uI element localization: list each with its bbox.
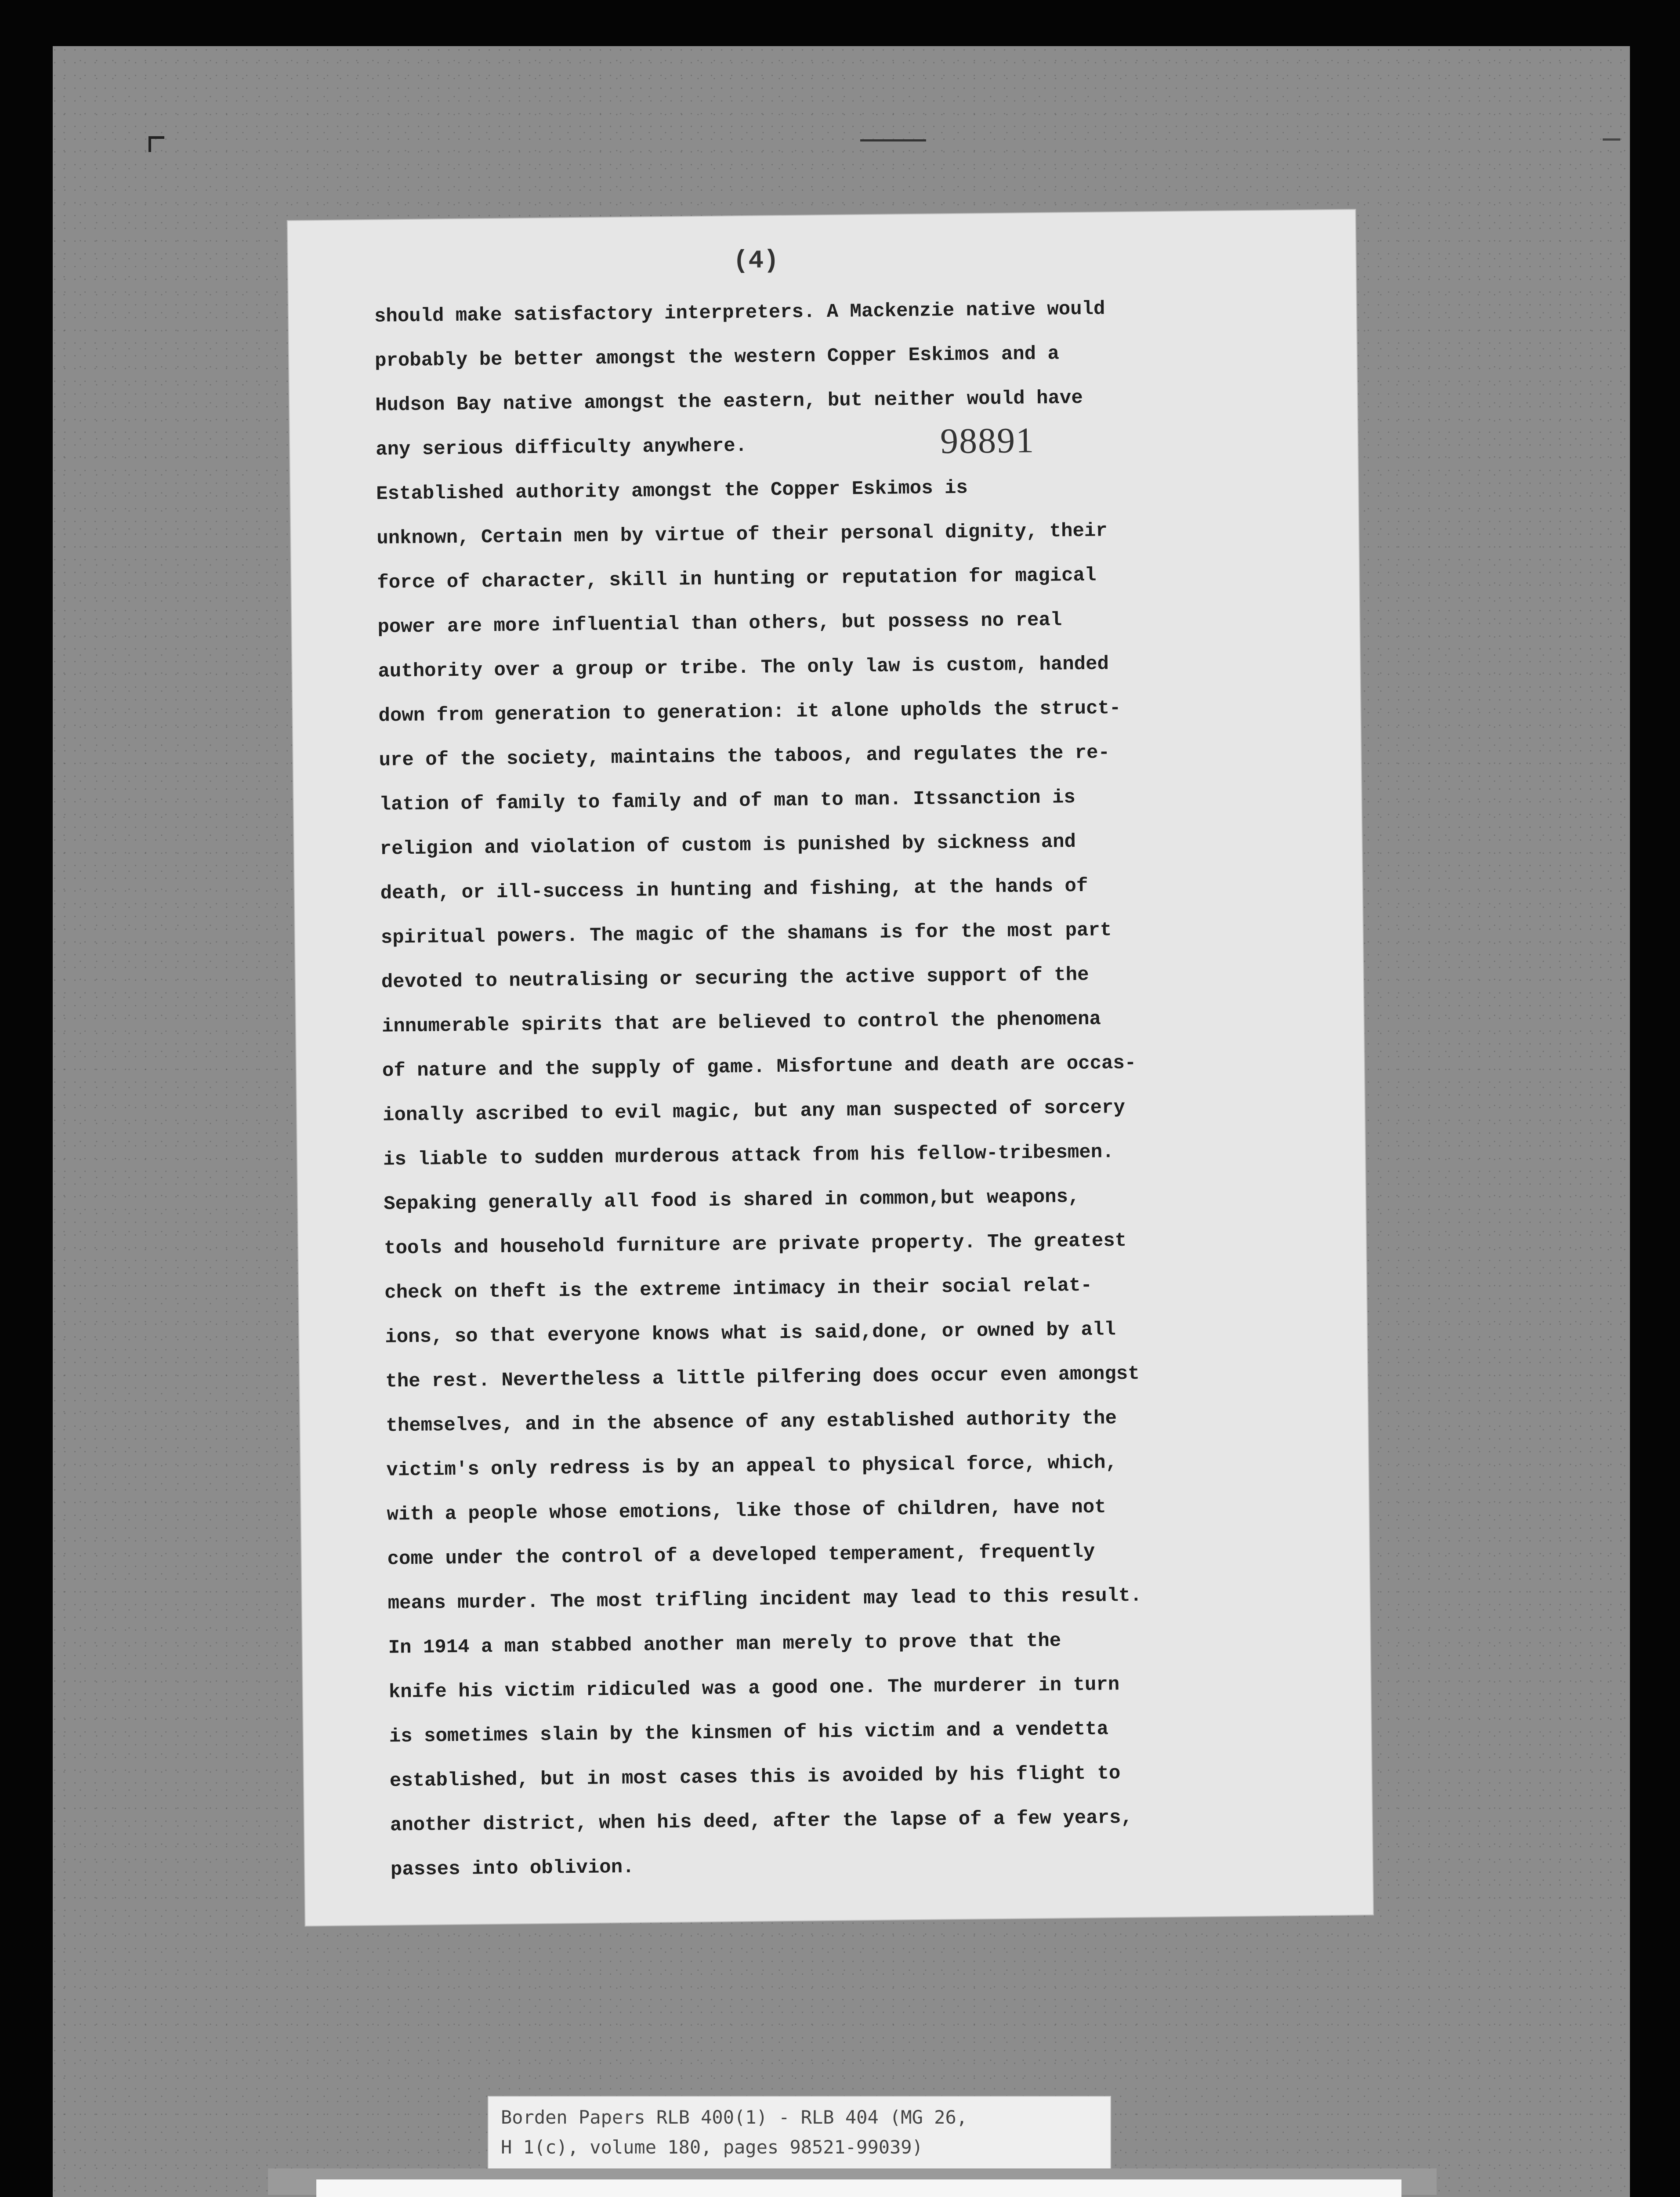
text-line: authority over a group or tribe. The only law is custom, handed: [378, 653, 1109, 683]
text-line: lation of family to family and of man to man. Itssanction is: [379, 787, 1076, 816]
text-line: should make satisfactory interpreters. A Mackenzie native would: [374, 298, 1105, 328]
text-line: death, or ill-success in hunting and fishing, at the hands of: [380, 875, 1088, 905]
text-line: established, but in most cases this is avoided by his flight to: [389, 1762, 1121, 1792]
text-line: any serious difficulty anywhere.: [375, 435, 747, 461]
typed-body-text: [374, 285, 1322, 1892]
text-line: check on theft is the extreme intimacy in their social relat-: [384, 1274, 1093, 1304]
corner-crop-mark: [148, 136, 164, 152]
text-line: tools and household furniture are private property. The greatest: [384, 1229, 1127, 1260]
text-line: unknown, Certain men by virtue of their personal dignity, their: [377, 520, 1108, 550]
text-line: with a people whose emotions, like those of children, have not: [387, 1496, 1106, 1526]
text-line: spiritual powers. The magic of the shamans is for the most part: [380, 919, 1112, 949]
text-line: victim's only redress is by an appeal to physical force, which,: [386, 1452, 1118, 1482]
caption-line-2: H 1(c), volume 180, pages 98521-99039): [501, 2136, 923, 2158]
text-line: knife his victim ridiculed was a good one. The murderer in turn: [388, 1674, 1120, 1704]
text-line: means murder. The most trifling incident may lead to this result.: [387, 1584, 1142, 1615]
text-line: In 1914 a man stabbed another man merely to prove that the: [388, 1630, 1061, 1659]
text-line: is liable to sudden murderous attack from his fellow-tribesmen.: [383, 1141, 1114, 1171]
text-line: the rest. Nevertheless a little pilfering does occur even amongst: [385, 1363, 1140, 1393]
text-line: Hudson Bay native amongst the eastern, but neither would have: [375, 387, 1083, 417]
page-number: (4): [733, 247, 779, 276]
text-line: passes into oblivion.: [390, 1856, 634, 1881]
text-line: ions, so that everyone knows what is said,done, or owned by all: [385, 1319, 1116, 1349]
text-line: of nature and the supply of game. Misfortune and death are occas-: [382, 1052, 1137, 1082]
text-line: ionally ascribed to evil magic, but any man suspected of sorcery: [382, 1096, 1126, 1127]
typed-page: [288, 210, 1373, 1925]
text-line: themselves, and in the absence of any established authority the: [386, 1407, 1117, 1437]
caption-line-1: Borden Papers RLB 400(1) - RLB 404 (MG 26,: [501, 2106, 968, 2128]
text-line: is sometimes slain by the kinsmen of his victim and a vendetta: [389, 1718, 1109, 1748]
archives-label: [316, 2179, 1401, 2197]
text-line: power are more influential than others, but possess no real: [377, 609, 1062, 638]
archive-stamp-number: 98891: [940, 420, 1035, 461]
text-line: force of character, skill in hunting or reputation for magical: [377, 564, 1097, 594]
text-line: innumerable spirits that are believed to control the phenomena: [381, 1008, 1101, 1038]
microfilm-caption: [488, 2096, 1111, 2175]
text-line: come under the control of a developed temperament, frequently: [387, 1541, 1095, 1570]
text-line: probably be better amongst the western Copper Eskimos and a: [374, 343, 1060, 372]
text-line: ure of the society, maintains the taboos, and regulates the re-: [379, 742, 1110, 772]
text-line: Established authority amongst the Copper Eskimos is: [376, 477, 968, 505]
text-line: down from generation to generation: it alone upholds the struct-: [378, 697, 1121, 727]
text-line: religion and violation of custom is punished by sickness and: [380, 831, 1076, 860]
frame-top-right-mark: [1603, 138, 1620, 141]
text-line: another district, when his deed, after the lapse of a few years,: [390, 1806, 1133, 1837]
frame-top-mark: [860, 139, 926, 141]
text-line: Sepaking generally all food is shared in common,but weapons,: [383, 1186, 1080, 1215]
text-line: devoted to neutralising or securing the active support of the: [381, 964, 1089, 993]
